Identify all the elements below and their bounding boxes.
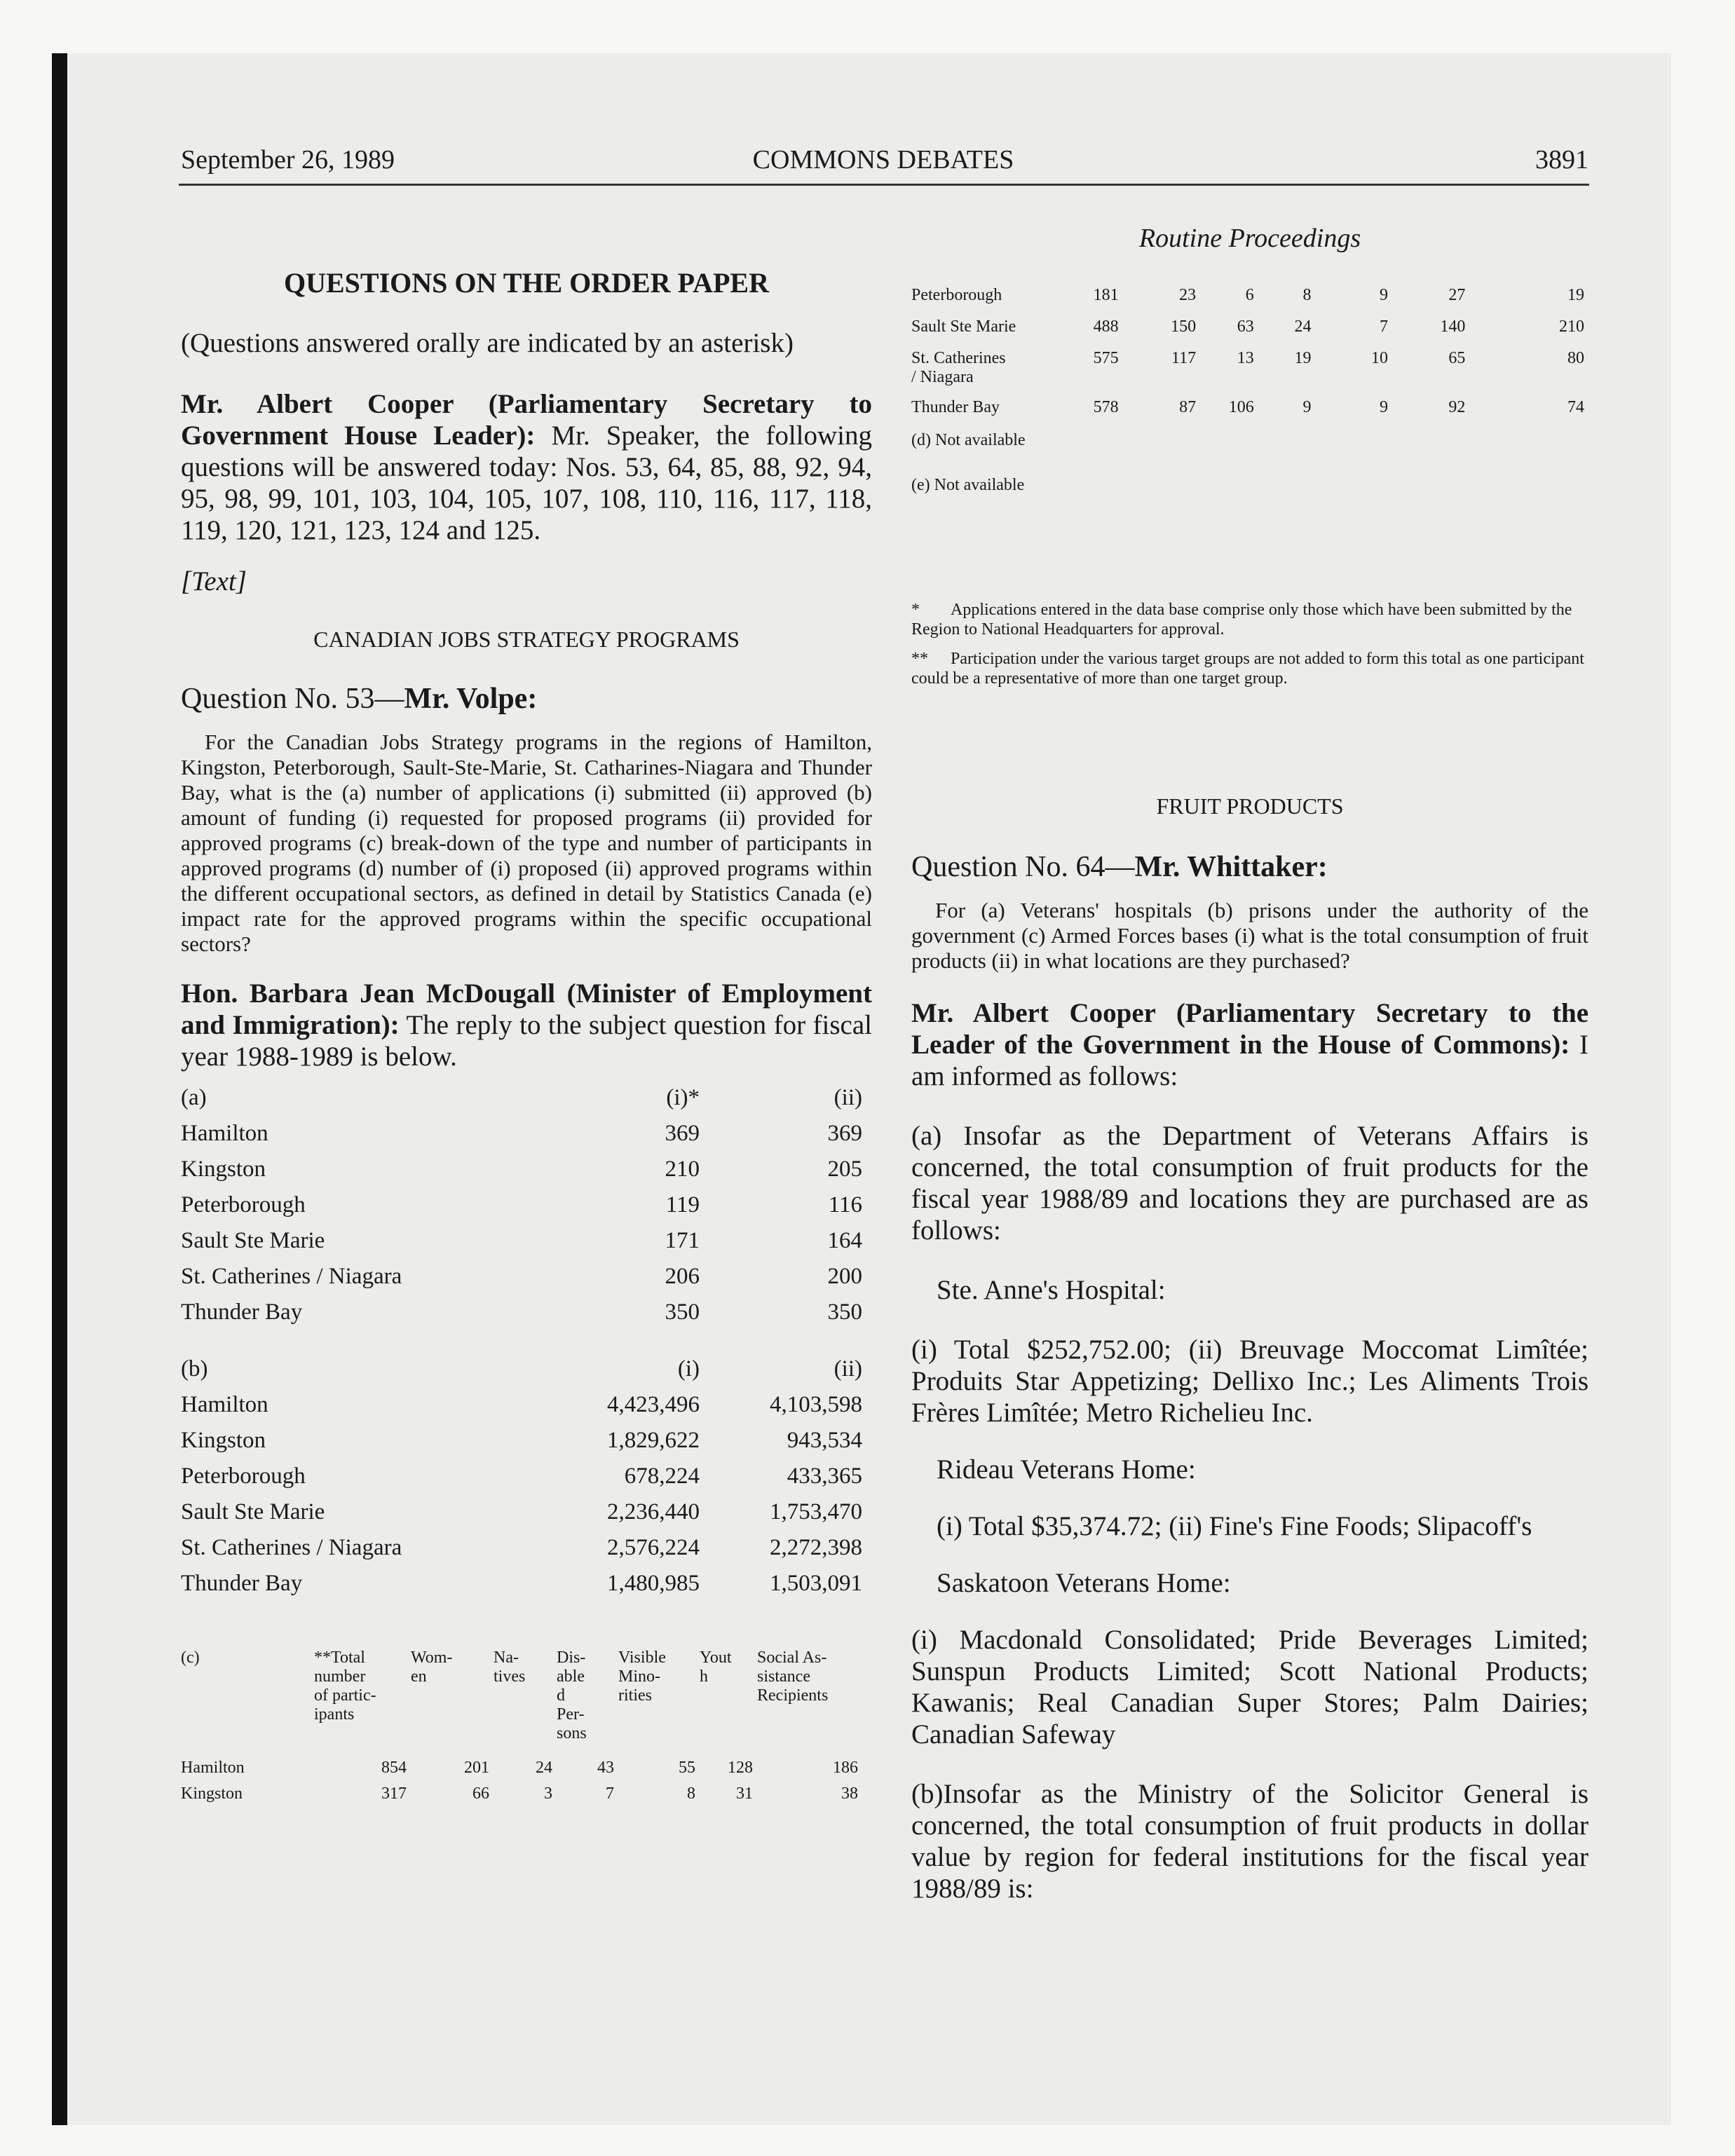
table-row	[181, 1571, 862, 1606]
table-cell: Kingston	[181, 1785, 243, 1803]
table-cell: 2,576,224	[607, 1535, 700, 1560]
note-d: (d) Not available	[911, 431, 1026, 449]
table-row	[181, 1778, 862, 1803]
table-cell: Thunder Bay	[911, 398, 1000, 416]
header-publication: COMMONS DEBATES	[752, 145, 1014, 175]
table-row	[911, 318, 1588, 349]
table-row	[181, 1499, 862, 1535]
question-label: Question No. 64—	[911, 851, 1135, 883]
table-cell: Hamilton	[181, 1392, 268, 1417]
table-cell: Hamilton	[181, 1121, 268, 1146]
table-cell: Kingston	[181, 1428, 266, 1453]
table-a	[181, 1085, 862, 1335]
table-cell: 943,534	[787, 1428, 862, 1453]
table-header-row	[181, 1085, 862, 1121]
table-cell: 369	[665, 1121, 700, 1146]
table-cell: 6	[1245, 286, 1254, 304]
table-cell: 2,236,440	[607, 1499, 700, 1524]
speaker-name: Mr. Albert Cooper (Parliamentary Secretary to Government House Leader):	[181, 389, 872, 451]
header-date: September 26, 1989	[181, 145, 395, 175]
table-header: **Total number of partic- ipants	[314, 1649, 376, 1724]
table-cell: 369	[827, 1121, 862, 1146]
table-cell: 201	[464, 1759, 489, 1777]
table-header: Yout h	[700, 1649, 732, 1686]
table-cell: Sault Ste Marie	[911, 318, 1016, 336]
question-label: Question No. 53—	[181, 683, 404, 715]
cooper-statement	[181, 388, 872, 546]
table-row	[181, 1392, 862, 1428]
table-cell: 24	[536, 1759, 552, 1777]
table-cell: 1,829,622	[607, 1428, 700, 1453]
table-cell: 4,103,598	[770, 1392, 862, 1417]
table-cell: 128	[728, 1759, 753, 1777]
table-cell: 13	[1237, 349, 1254, 367]
table-cell: 575	[1093, 349, 1119, 367]
rideau-detail: (i) Total $35,374.72; (ii) Fine's Fine Foods; Slipacoff's	[937, 1511, 1532, 1541]
table-row	[911, 349, 1588, 398]
header-rule	[179, 184, 1589, 186]
table-cell: 106	[1228, 398, 1254, 416]
table-cell: Thunder Bay	[181, 1571, 303, 1596]
table-cell: 116	[828, 1192, 862, 1217]
table-header: (i)	[677, 1356, 700, 1381]
table-cell: 92	[1448, 398, 1466, 416]
table-cell: 24	[1294, 318, 1312, 336]
table-cell: 23	[1179, 286, 1197, 304]
table-cell: 678,224	[624, 1464, 700, 1489]
table-cell: 8	[687, 1785, 695, 1803]
cooper-reply	[911, 997, 1588, 1092]
table-cell: 3	[544, 1785, 552, 1803]
question-64-heading	[911, 850, 1588, 884]
table-cell: 117	[1171, 349, 1197, 367]
question-53-heading	[181, 682, 872, 716]
paragraph-b: (b)Insofar as the Ministry of the Solicitor General is concerned, the total consumption of fruit products in dollar value by region for federal institutions for the fiscal year 1988/89 is:	[911, 1779, 1588, 1904]
table-cell: 43	[597, 1759, 614, 1777]
table-cell: Hamilton	[181, 1759, 245, 1777]
table-cell: 8	[1302, 286, 1312, 304]
saskatoon-detail: (i) Macdonald Consolidated; Pride Beverages Limited; Sunspun Products Limited; Scott National Products; Kawanis; Real Canadian Super Stores; Palm Dairies; Canadian Safeway	[911, 1625, 1588, 1749]
text-marker: [Text]	[181, 566, 247, 596]
table-header: (ii)	[834, 1356, 862, 1381]
table-cell: 854	[381, 1759, 407, 1777]
table-row	[181, 1228, 862, 1264]
table-cell: Peterborough	[181, 1464, 306, 1489]
table-cell: 317	[381, 1785, 407, 1803]
table-header: Visible Mino- rities	[618, 1649, 666, 1705]
table-cell: 4,423,496	[607, 1392, 700, 1417]
table-cell: Peterborough	[181, 1192, 306, 1217]
section-title: QUESTIONS ON THE ORDER PAPER	[284, 267, 769, 299]
table-cell: 2,272,398	[770, 1535, 862, 1560]
footnote-text: Participation under the various target groups are not added to form this total as one participant could be a representative of more than one target group.	[911, 650, 1584, 688]
table-cell: Peterborough	[911, 286, 1002, 304]
question-53-text: For the Canadian Jobs Strategy programs in the regions of Hamilton, Kingston, Peterborough, Sault-Ste-Marie, St. Catharines-Niagara and Thunder Bay, what is the (a) number of applications (i) submitted (ii) approved (b) amount of funding (i) requested for proposed programs (ii) provided for approved programs (c) break-down of the type and number of participants in approved programs (d) number of (i) proposed (ii) approved programs within the different occupational sectors, as defined in detail by Statistics Canada (e) impact rate for the approved programs within the specific occupational sectors?	[181, 730, 872, 956]
table-row	[911, 286, 1588, 318]
table-row	[911, 398, 1588, 426]
table-cell: 210	[665, 1157, 700, 1182]
footnote-1	[911, 600, 1588, 639]
table-cell: 578	[1093, 398, 1119, 416]
header-page-number: 3891	[1535, 145, 1588, 175]
table-c-continued	[911, 286, 1588, 426]
table-cell: 140	[1440, 318, 1466, 336]
table-cell: Thunder Bay	[181, 1299, 303, 1325]
table-cell: 1,480,985	[607, 1571, 700, 1596]
table-header-row	[181, 1356, 862, 1392]
table-row	[181, 1264, 862, 1299]
table-cell: 10	[1370, 349, 1388, 367]
right-column	[911, 223, 1588, 1904]
table-cell: 27	[1448, 286, 1466, 304]
saskatoon-heading: Saskatoon Veterans Home:	[937, 1568, 1231, 1598]
paragraph-a: (a) Insofar as the Department of Veterans Affairs is concerned, the total consumption of fruit products for the fiscal year 1988/89 and locations they are purchased are as follows:	[911, 1121, 1588, 1246]
table-cell: 181	[1093, 286, 1119, 304]
table-row	[181, 1464, 862, 1499]
table-cell: 9	[1379, 286, 1388, 304]
table-header: (c)	[181, 1649, 200, 1667]
reply-text: I am informed as follows:	[911, 1030, 1588, 1091]
table-header: (ii)	[834, 1085, 862, 1110]
running-head: Routine Proceedings	[1138, 224, 1361, 253]
table-header: (a)	[181, 1085, 207, 1110]
table-cell: 63	[1237, 318, 1254, 336]
table-cell: 164	[827, 1228, 862, 1253]
table-cell: 80	[1567, 349, 1584, 367]
table-cell: 65	[1448, 349, 1466, 367]
table-cell: 171	[665, 1228, 700, 1253]
table-row	[181, 1157, 862, 1192]
table-row	[181, 1535, 862, 1571]
fruit-products-title: FRUIT PRODUCTS	[1156, 793, 1344, 819]
asterisk-note: (Questions answered orally are indicated by an asterisk)	[181, 328, 794, 358]
footnote-2	[911, 649, 1588, 688]
table-cell: 206	[665, 1264, 700, 1289]
footnote-mark: **	[911, 650, 928, 668]
statement-text: Mr. Speaker, the following questions will be answered today: Nos. 53, 64, 85, 88, 92, 94, 95, 98, 99, 101, 103, 104, 105, 107, 108, 110, 116, 117, 118, 119, 120, 121, 123, 124 and 125.	[181, 421, 872, 545]
table-header: Dis- able d Per- sons	[557, 1649, 587, 1742]
table-cell: 9	[1379, 398, 1388, 416]
table-cell: 210	[1559, 318, 1584, 336]
table-cell: 488	[1093, 318, 1119, 336]
table-cell: St. Catherines / Niagara	[911, 349, 1006, 386]
table-cell: Kingston	[181, 1157, 266, 1182]
table-cell: 150	[1171, 318, 1197, 336]
rideau-heading: Rideau Veterans Home:	[937, 1454, 1196, 1485]
table-b	[181, 1356, 862, 1606]
table-cell: 1,503,091	[770, 1571, 862, 1596]
table-cell: 74	[1567, 398, 1584, 416]
question-64-text: For (a) Veterans' hospitals (b) prisons under the authority of the government (c) Armed Forces bases (i) what is the total consumption of fruit products (ii) in what locations are they purchased?	[911, 898, 1588, 973]
table-cell: 38	[841, 1785, 858, 1803]
table-cell: 200	[827, 1264, 862, 1289]
answer-text: The reply to the subject question for fiscal year 1988-1989 is below.	[181, 1010, 872, 1072]
table-cell: 19	[1294, 349, 1312, 367]
table-cell: 9	[1302, 398, 1312, 416]
table-row	[181, 1428, 862, 1464]
table-row	[181, 1192, 862, 1228]
table-cell: 186	[833, 1759, 858, 1777]
left-column	[181, 266, 872, 1803]
table-cell: 119	[665, 1192, 700, 1217]
table-row	[181, 1743, 862, 1778]
table-header: Wom- en	[411, 1649, 453, 1686]
table-cell: 1,753,470	[770, 1499, 862, 1524]
table-cell: Sault Ste Marie	[181, 1499, 325, 1524]
table-header: (b)	[181, 1356, 208, 1381]
question-member: Mr. Whittaker:	[1134, 851, 1328, 883]
speaker-name: Hon. Barbara Jean McDougall (Minister of Employment and Immigration):	[181, 978, 872, 1040]
table-c	[181, 1649, 862, 1803]
speaker-name: Mr. Albert Cooper (Parliamentary Secretary to the Leader of the Government in the House of Commons):	[911, 998, 1588, 1060]
table-cell: 31	[736, 1785, 753, 1803]
table-cell: 350	[665, 1299, 700, 1325]
table-row	[181, 1121, 862, 1157]
ste-anne-detail: (i) Total $252,752.00; (ii) Breuvage Moccomat Limîtée; Produits Star Appetizing; Dellixo Inc.; Les Aliments Trois Frères Limîtée; Metro Richelieu Inc.	[911, 1335, 1588, 1428]
table-cell: 55	[679, 1759, 695, 1777]
scan-edge	[52, 53, 67, 2125]
table-row	[181, 1299, 862, 1335]
table-header-row	[181, 1649, 862, 1743]
table-cell: 205	[827, 1157, 862, 1182]
table-header: Social As- sistance Recipients	[757, 1649, 829, 1705]
table-cell: Sault Ste Marie	[181, 1228, 325, 1253]
mcdougall-answer	[181, 978, 872, 1072]
table-cell: St. Catherines / Niagara	[181, 1264, 402, 1289]
table-header: (i)*	[666, 1085, 700, 1110]
table-cell: 19	[1567, 286, 1584, 304]
program-title: CANADIAN JOBS STRATEGY PROGRAMS	[313, 627, 740, 652]
table-cell: 7	[1379, 318, 1388, 336]
table-cell: 66	[472, 1785, 489, 1803]
table-cell: St. Catherines / Niagara	[181, 1535, 402, 1560]
table-cell: 433,365	[787, 1464, 862, 1489]
footnote-text: Applications entered in the data base comprise only those which have been submitted by the Region to National Headquarters for approval.	[911, 601, 1572, 639]
table-cell: 7	[606, 1785, 614, 1803]
table-header: Na- tives	[494, 1649, 526, 1686]
table-cell: 350	[827, 1299, 862, 1325]
ste-anne-heading: Ste. Anne's Hospital:	[937, 1275, 1166, 1305]
table-cell: 87	[1179, 398, 1197, 416]
footnote-mark: *	[911, 601, 920, 619]
note-e: (e) Not available	[911, 476, 1025, 494]
question-member: Mr. Volpe:	[404, 683, 538, 715]
